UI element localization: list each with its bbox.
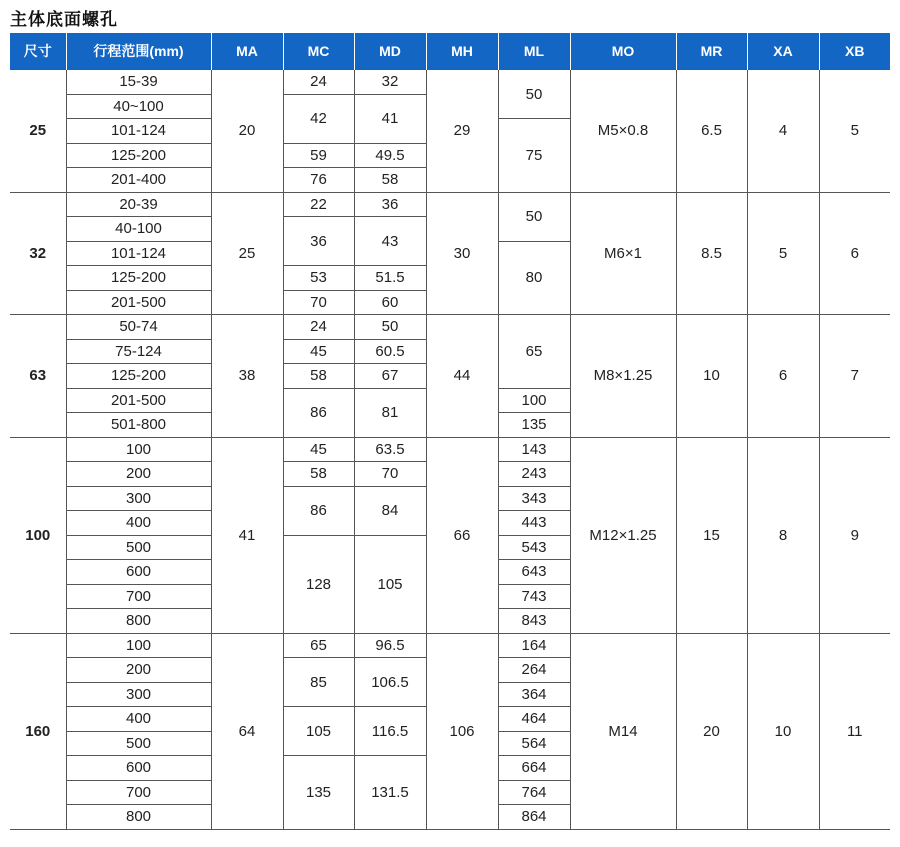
table-row [10,437,890,462]
mc-cell: 135 [283,756,354,830]
mc-cell: 85 [283,658,354,707]
table-row [10,633,890,658]
stroke-range-cell: 100 [66,437,211,462]
ml-cell: 543 [498,535,570,560]
stroke-range-cell: 101-124 [66,241,211,266]
stroke-range-cell: 800 [66,609,211,634]
xa-cell: 5 [747,192,819,315]
stroke-range-cell: 40-100 [66,217,211,242]
mh-cell: 30 [426,192,498,315]
stroke-range-cell: 15-39 [66,70,211,95]
md-cell: 43 [354,217,426,266]
ml-cell: 135 [498,413,570,438]
header-row [10,33,890,70]
table-row [10,70,890,95]
stroke-range-cell: 201-500 [66,388,211,413]
md-cell: 60 [354,290,426,315]
mr-cell: 8.5 [676,192,747,315]
spec-table [10,33,890,830]
mc-cell: 70 [283,290,354,315]
xa-cell: 4 [747,70,819,193]
mc-cell: 86 [283,388,354,437]
mc-cell: 22 [283,192,354,217]
ml-cell: 743 [498,584,570,609]
stroke-range-cell: 125-200 [66,364,211,389]
ma-cell: 38 [211,315,283,438]
md-cell: 50 [354,315,426,340]
ml-cell: 664 [498,756,570,781]
mo-cell: M8×1.25 [570,315,676,438]
ma-cell: 41 [211,437,283,633]
ml-cell: 364 [498,682,570,707]
xb-cell: 6 [819,192,890,315]
mr-cell: 20 [676,633,747,829]
size-cell: 32 [10,192,66,315]
md-cell: 63.5 [354,437,426,462]
stroke-range-cell: 101-124 [66,119,211,144]
stroke-range-cell: 300 [66,682,211,707]
ml-cell: 264 [498,658,570,683]
md-cell: 105 [354,535,426,633]
mh-cell: 44 [426,315,498,438]
size-cell: 160 [10,633,66,829]
xb-cell: 11 [819,633,890,829]
header-mh: MH [426,33,498,70]
ma-cell: 25 [211,192,283,315]
mh-cell: 106 [426,633,498,829]
mc-cell: 65 [283,633,354,658]
mc-cell: 53 [283,266,354,291]
stroke-range-cell: 501-800 [66,413,211,438]
md-cell: 106.5 [354,658,426,707]
md-cell: 51.5 [354,266,426,291]
mr-cell: 6.5 [676,70,747,193]
stroke-range-cell: 100 [66,633,211,658]
mc-cell: 58 [283,462,354,487]
ml-cell: 75 [498,119,570,193]
header-mc: MC [283,33,354,70]
mh-cell: 66 [426,437,498,633]
mh-cell: 29 [426,70,498,193]
stroke-range-cell: 700 [66,584,211,609]
md-cell: 131.5 [354,756,426,830]
stroke-range-cell: 500 [66,731,211,756]
ma-cell: 20 [211,70,283,193]
size-cell: 100 [10,437,66,633]
mo-cell: M6×1 [570,192,676,315]
stroke-range-cell: 125-200 [66,143,211,168]
mr-cell: 15 [676,437,747,633]
md-cell: 32 [354,70,426,95]
mr-cell: 10 [676,315,747,438]
ml-cell: 343 [498,486,570,511]
mc-cell: 58 [283,364,354,389]
ml-cell: 443 [498,511,570,536]
xa-cell: 8 [747,437,819,633]
ml-cell: 65 [498,315,570,389]
ml-cell: 100 [498,388,570,413]
mc-cell: 128 [283,535,354,633]
page-title: 主体底面螺孔 [10,10,118,29]
table-body [10,70,890,830]
header-xb: XB [819,33,890,70]
mo-cell: M12×1.25 [570,437,676,633]
xb-cell: 5 [819,70,890,193]
mc-cell: 76 [283,168,354,193]
header-mo: MO [570,33,676,70]
header-md: MD [354,33,426,70]
md-cell: 84 [354,486,426,535]
ml-cell: 764 [498,780,570,805]
header-ma: MA [211,33,283,70]
header-xa: XA [747,33,819,70]
header-ml: ML [498,33,570,70]
mo-cell: M14 [570,633,676,829]
mc-cell: 59 [283,143,354,168]
mc-cell: 36 [283,217,354,266]
md-cell: 41 [354,94,426,143]
ml-cell: 464 [498,707,570,732]
xa-cell: 6 [747,315,819,438]
size-cell: 25 [10,70,66,193]
header-size: 尺寸 [10,33,66,70]
ml-cell: 643 [498,560,570,585]
stroke-range-cell: 300 [66,486,211,511]
mc-cell: 42 [283,94,354,143]
table-row [10,192,890,217]
ml-cell: 80 [498,241,570,315]
mc-cell: 24 [283,315,354,340]
table-row [10,315,890,340]
md-cell: 96.5 [354,633,426,658]
ml-cell: 564 [498,731,570,756]
md-cell: 49.5 [354,143,426,168]
stroke-range-cell: 500 [66,535,211,560]
xa-cell: 10 [747,633,819,829]
stroke-range-cell: 50-74 [66,315,211,340]
stroke-range-cell: 200 [66,462,211,487]
ml-cell: 864 [498,805,570,830]
stroke-range-cell: 800 [66,805,211,830]
stroke-range-cell: 400 [66,511,211,536]
ml-cell: 164 [498,633,570,658]
xb-cell: 7 [819,315,890,438]
ml-cell: 843 [498,609,570,634]
mc-cell: 45 [283,437,354,462]
mo-cell: M5×0.8 [570,70,676,193]
header-stroke-range: 行程范围(mm) [66,33,211,70]
stroke-range-cell: 200 [66,658,211,683]
stroke-range-cell: 75-124 [66,339,211,364]
mc-cell: 86 [283,486,354,535]
mc-cell: 24 [283,70,354,95]
ma-cell: 64 [211,633,283,829]
md-cell: 116.5 [354,707,426,756]
stroke-range-cell: 201-500 [66,290,211,315]
stroke-range-cell: 201-400 [66,168,211,193]
md-cell: 58 [354,168,426,193]
stroke-range-cell: 40~100 [66,94,211,119]
md-cell: 36 [354,192,426,217]
stroke-range-cell: 600 [66,560,211,585]
stroke-range-cell: 700 [66,780,211,805]
ml-cell: 50 [498,70,570,119]
stroke-range-cell: 20-39 [66,192,211,217]
mc-cell: 45 [283,339,354,364]
md-cell: 67 [354,364,426,389]
ml-cell: 143 [498,437,570,462]
md-cell: 81 [354,388,426,437]
md-cell: 60.5 [354,339,426,364]
stroke-range-cell: 400 [66,707,211,732]
size-cell: 63 [10,315,66,438]
mc-cell: 105 [283,707,354,756]
stroke-range-cell: 600 [66,756,211,781]
ml-cell: 50 [498,192,570,241]
ml-cell: 243 [498,462,570,487]
header-mr: MR [676,33,747,70]
xb-cell: 9 [819,437,890,633]
stroke-range-cell: 125-200 [66,266,211,291]
md-cell: 70 [354,462,426,487]
